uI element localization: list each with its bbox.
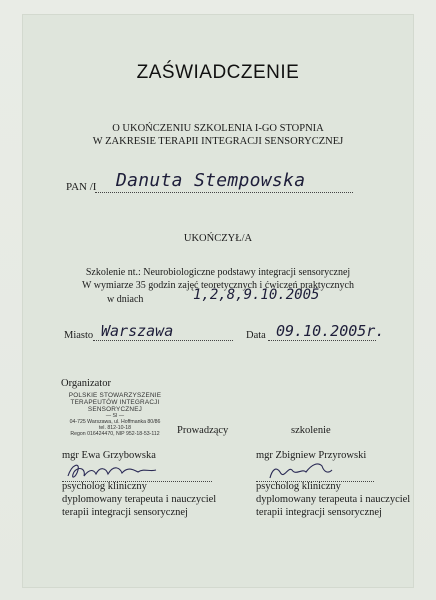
stamp-line-4: 04-725 Warszawa, ul. Hoffmanka 80/86 [69, 419, 161, 425]
training-dates-label: w dniach [107, 294, 144, 305]
certificate-title: ZAŚWIADCZENIE [136, 62, 300, 83]
training-label: szkolenie [291, 425, 331, 436]
stamp-line-6: Regon 016424470, NIP 952-18-53-112 [70, 431, 160, 437]
name-dotted-line [95, 192, 353, 193]
subtitle-line-1: O UKOŃCZENIU SZKOLENIA I-GO STOPNIA [112, 123, 324, 134]
handwritten-name: Danuta Stempowska [116, 170, 306, 191]
training-topic: Szkolenie nt.: Neurobiologiczne podstawy integracji sensorycznej [85, 267, 351, 278]
stamp-line-3: — SI — [105, 413, 125, 419]
date-dotted-line [268, 340, 376, 341]
right-role-1: psycholog kliniczny [256, 481, 341, 492]
handwritten-date: 09.10.2005r. [276, 322, 385, 340]
right-role-3: terapii integracji sensorycznej [256, 507, 382, 518]
city-label: Miasto [64, 330, 94, 341]
stamp-line-1: POLSKIE STOWARZYSZENIE [68, 392, 162, 399]
organizer-label: Organizator [61, 378, 111, 389]
city-dotted-line [93, 340, 233, 341]
organizer-stamp [60, 392, 170, 438]
completed-label: UKOŃCZYŁ/A [183, 233, 253, 244]
right-role-2: dyplomowany terapeuta i nauczyciel [256, 494, 411, 505]
date-label: Data [246, 330, 266, 341]
right-instructor-name: mgr Zbigniew Przyrowski [256, 450, 367, 461]
stamp-line-5: tel. 812-10-18 [98, 425, 131, 431]
left-role-2: dyplomowany terapeuta i nauczyciel [62, 494, 217, 505]
left-role-1: psycholog kliniczny [62, 481, 147, 492]
left-role-3: terapii integracji sensorycznej [62, 507, 188, 518]
handwritten-city: Warszawa [101, 322, 174, 340]
stamp-line-2: TERAPEUTÓW INTEGRACJI SENSORYCZNEJ [70, 399, 160, 413]
handwritten-dates: 1,2,8,9.10.2005 [193, 287, 320, 303]
subtitle-line-2: W ZAKRESIE TERAPII INTEGRACJI SENSORYCZNEJ [92, 136, 344, 147]
instructors-label: Prowadzący [177, 425, 229, 436]
pan-label: PAN /I [66, 181, 97, 193]
left-instructor-name: mgr Ewa Grzybowska [62, 450, 156, 461]
training-hours: W wymiarze 35 godzin zajęć teoretycznych i ćwiczeń praktycznych [82, 280, 354, 291]
